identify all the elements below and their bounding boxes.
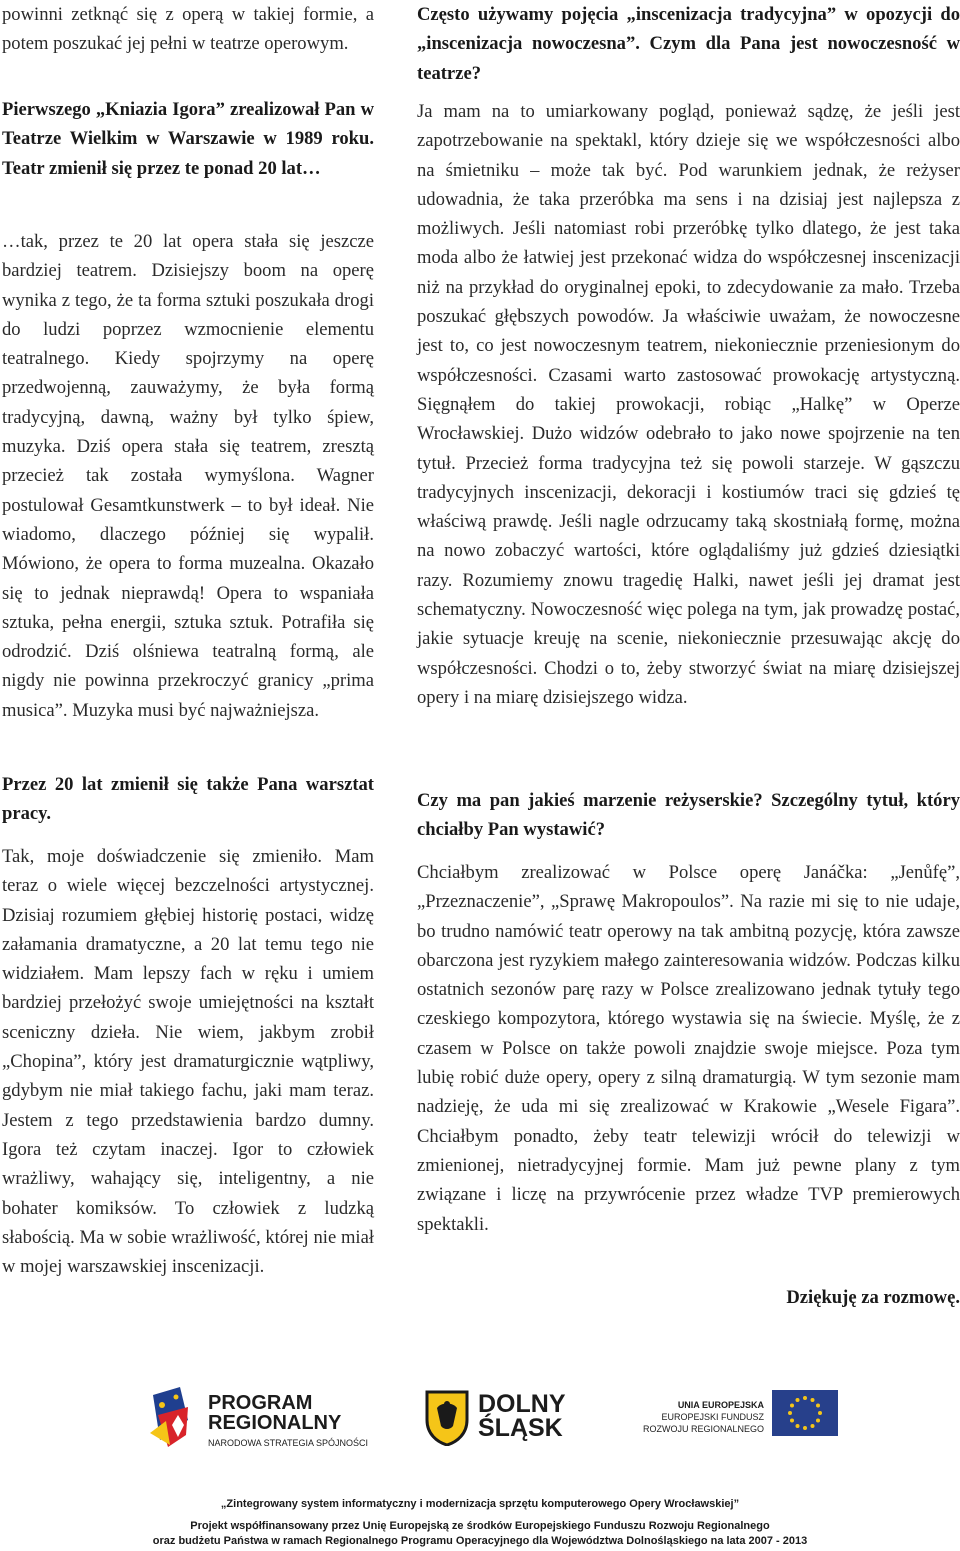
footer-programme: oraz budżetu Państwa w ramach Regionalnego Programu Operacyjnego dla Województwa Dolnośląskiego na lata 2007 - 2013 (152, 1535, 808, 1547)
ue-fund-line: EUROPEJSKI FUNDUSZ (661, 1412, 764, 1422)
strategia-subtitle: NARODOWA STRATEGIA SPÓJNOŚCI (208, 1438, 369, 1448)
answer-4: Chciałbym zrealizować w Polsce operę Janáčka: „Jenůfę”, „Przeznaczenie”, „Sprawę Makropoulos”. Na razie mi się to nie udaje, bo trudno namówić teatr operowy na tak ambitną pozycję, która zawsze obarczona jest ryzykiem małego zainteresowania widzów. Podczas kilku ostatnich sezonów parę razy w Polsce zrealizowano jednak tytuły tego czeskiego kompozytora, którego wystawia się na świecie. Myślę, że z czasem w Polsce on także powoli znajdzie swoje miejsce. Poza tym lubię robić duże opery, opery z silną dramaturgią. W tym sezonie mam nadzieję, że uda mi się zrealizować w Krakowie „Wesele Figara”. Chciałbym ponadto, żeby teatr telewizji wrócił do telewizji w zmienionej, nietradycyjnej formie. Mam już pewne plany z tym związane i liczę na przywrócenie przez władze TVP premierowych spektakli. (417, 862, 960, 1235)
slask-title: ŚLĄSK (478, 1414, 563, 1442)
answer-3: Ja mam na to umiarkowany pogląd, ponieważ sądzę, że jeśli jest zapotrzebowanie na spektakl, który dzieje się we współczesności albo na śmietniku – może tak być. Pod warunkiem jednak, że reżyser udowadnia, że taka przeróbka ma sens i na dzisiaj jest najlepsza z możliwych. Jeśli natomiast robi przeróbkę tylko dlatego, że jest taka moda albo że łatwiej jest przekonać widza do współczesnej inscenizacji niż na przykład do oryginalnej epoki, to zdecydowanie za mało. Trzeba poszukać głębszych powodów. Ja właściwie uważam, że nowoczesne jest to, co jest nowoczesnym teatrem, niekoniecznie przeniesionym do współczesności. Czasami warto zastosować prowokację artystyczną. Sięgnąłem do takiej prowokacji, robiąc „Halkę” w Operze Wrocławskiej. Dużo widzów odebrało to jako nowe spojrzenie na ten tytuł. Przecież forma tradycyjna też się powoli starzeje. W gąszczu tradycyjnych inscenizacji, dekoracji i kostiumów traci się gdzieś tę właściwą prawdę. Jeśli nagle odrzucamy taką skostniałą formę, można na nowo zobaczyć wartości, które oglądaliśmy już gdzieś dziesiątki razy. Rozumiemy znowu tragedię Halki, nawet jeśli jej dramat jest schematyczny. Nowoczesność więc polega na tym, jak prowadzę postać, jakie sytuacje kreuję na scenie, niekoniecznie przesuwając akcję do współczesności. Chodzi o to, żeby stworzyć świat na miarę dzisiejszej opery i na miarę dzisiejszego widza. (417, 101, 960, 708)
dolny-slask-crest-icon (425, 1390, 469, 1446)
regionalny-title: REGIONALNY (208, 1412, 342, 1434)
sponsor-logos (0, 1380, 960, 1460)
eu-flag-icon (772, 1390, 838, 1436)
question-3: Często używamy pojęcia „inscenizacja tradycyjna” w opozycji do „inscenizacja nowoczesna”. Czym dla Pana jest nowoczesność w teatrze? (417, 4, 960, 84)
footer-cofinancing: Projekt współfinansowany przez Unię Europejską ze środków Europejskiego Funduszu Rozwoju Regionalnego (190, 1520, 770, 1532)
answer-1: …tak, przez te 20 lat opera stała się jeszcze bardziej teatrem. Dzisiejszy boom na operę wynika z tego, że ta forma sztuki poszukała drogi do ludzi poprzez wzmocnienie elementu teatralnego. Kiedy spojrzymy na operę przedwojenną, zauważymy, że była formą tradycyjną, dawną, ważny był tylko śpiew, muzyka. Dziś opera stała się teatrem, zresztą przecież tak została wymyślona. Wagner postulował Gesamtkunstwerk – to był ideał. Nie wiadomo, dlaczego później się wypalił. Mówiono, że opera to forma muzealna. Okazało się to jednak nieprawdą! Opera to wspaniała sztuka, pełna energii, sztuka sztuk. Potrafiła się odrodzić. Dziś olśniewa teatralną formą, ale nigdy nie powinna przekroczyć granicy „prima musica”. Muzyka musi być najważniejsza. (2, 231, 374, 721)
answer-2: Tak, moje doświadczenie się zmieniło. Mam teraz o wiele więcej bezczelności artystycznej. Dzisiaj rozumiem głębiej historię postaci, widzę załamania dramatyczne, a 20 lat temu tego nie widziałem. Mam lepszy fach w ręku i umiem bardziej przełożyć swoje umiejętności na kształt sceniczny dzieła. Nie wiem, jakbym zrobił „Chopina”, który jest dramaturgicznie wątpliwy, gdybym nie miał takiego fachu, jaki mam teraz. Jestem z tego przedstawienia bardzo dumny. Igora też czytam inaczej. Igor to człowiek wrażliwy, wahający się, inteligentny, a nie bohater komiksów. To człowiek z ludzką słabością. Ma w sobie wrażliwość, której nie miał w mojej warszawskiej inscenizacji. (2, 846, 374, 1278)
program-regionalny-logo (148, 1385, 208, 1455)
dolny-title: DOLNY (478, 1390, 566, 1418)
closing-line: Dziękuję za rozmowę. (786, 1287, 960, 1308)
ue-development-line: ROZWOJU REGIONALNEGO (642, 1424, 764, 1434)
question-4: Czy ma pan jakieś marzenie reżyserskie? Szczególny tytuł, który chciałby Pan wystawić? (417, 790, 960, 841)
question-2: Przez 20 lat zmienił się także Pana warsztat pracy. (2, 774, 374, 825)
paragraph-intro: powinni zetknąć się z operą w takiej formie, a potem poszukać jej pełni w teatrze operowym. (2, 4, 374, 55)
ue-title: UNIA EUROPEJSKA (677, 1400, 764, 1410)
footer-project-title: „Zintegrowany system informatyczny i modernizacja sprzętu komputerowego Opery Wrocławskiej” (220, 1498, 740, 1510)
program-title: PROGRAM (208, 1392, 313, 1414)
question-1: Pierwszego „Kniazia Igora” zrealizował Pan w Teatrze Wielkim w Warszawie w 1989 roku. Teatr zmienił się przez te ponad 20 lat… (2, 99, 374, 179)
